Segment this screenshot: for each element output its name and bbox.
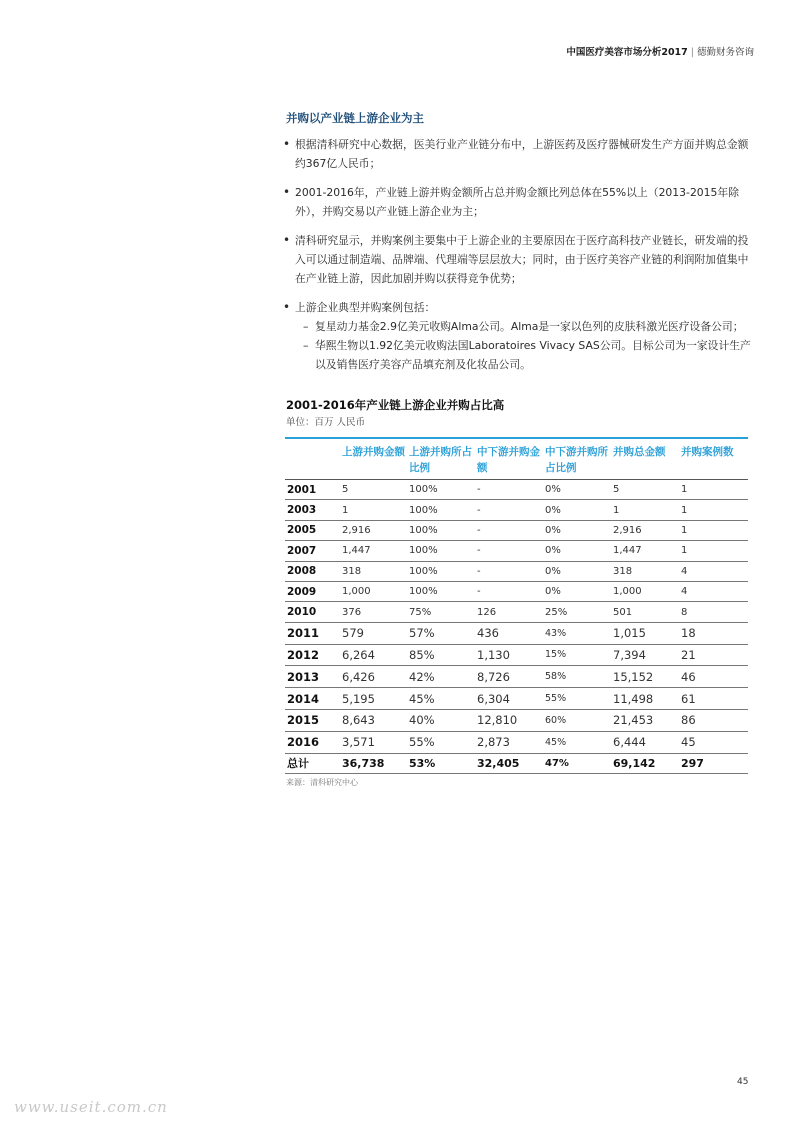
value-cell: 126 — [475, 602, 543, 622]
bullet-marker: • — [283, 233, 291, 247]
year-cell: 2011 — [285, 622, 340, 644]
value-cell: 6,304 — [475, 688, 543, 710]
total-value-cell: 297 — [679, 753, 748, 773]
value-cell: 6,444 — [611, 731, 679, 753]
table-row — [285, 622, 748, 644]
total-value-cell: 69,142 — [611, 753, 679, 773]
page-number: 45 — [737, 1077, 749, 1087]
value-cell: 11,498 — [611, 688, 679, 710]
value-cell: 1 — [611, 500, 679, 520]
value-cell: 0% — [543, 520, 611, 540]
value-cell: 0% — [543, 581, 611, 601]
value-cell: 318 — [340, 561, 407, 581]
bullet-text: 2001-2016年，产业链上游并购金额所占总并购金额比列总体在55%以上（2013-2015年除外），并购交易以产业链上游企业为主； — [295, 186, 740, 218]
value-cell: 100% — [407, 561, 475, 581]
bullet-marker: • — [283, 137, 291, 151]
bullet-marker: • — [283, 300, 291, 314]
value-cell: - — [475, 520, 543, 540]
sub-bullet-marker: – — [303, 320, 309, 333]
bullet-item — [283, 231, 753, 288]
value-cell: 2,916 — [611, 520, 679, 540]
sub-bullet-item — [295, 336, 753, 374]
value-cell: 45% — [543, 731, 611, 753]
bullet-text: 上游企业典型并购案例包括： — [295, 301, 436, 314]
value-cell: 1 — [340, 500, 407, 520]
value-cell: 43% — [543, 622, 611, 644]
value-cell: 0% — [543, 480, 611, 500]
bullet-list — [283, 135, 753, 384]
value-cell: 318 — [611, 561, 679, 581]
table-row — [285, 500, 748, 520]
value-cell: 1,447 — [611, 541, 679, 561]
value-cell: 0% — [543, 561, 611, 581]
year-cell: 2007 — [285, 541, 340, 561]
value-cell: 2,916 — [340, 520, 407, 540]
value-cell: 100% — [407, 480, 475, 500]
table-row — [285, 480, 748, 500]
year-cell: 2005 — [285, 520, 340, 540]
bullet-item — [283, 135, 753, 173]
year-cell: 2003 — [285, 500, 340, 520]
value-cell: 579 — [340, 622, 407, 644]
header-cell: 并购总金额 — [611, 438, 679, 480]
value-cell: 1 — [679, 480, 748, 500]
sub-bullet-text: 复星动力基金2.9亿美元收购Alma公司。Alma是一家以色列的皮肤科激光医疗设备公司； — [315, 320, 744, 333]
value-cell: 45% — [407, 688, 475, 710]
value-cell: 4 — [679, 581, 748, 601]
value-cell: 15% — [543, 644, 611, 666]
value-cell: 0% — [543, 541, 611, 561]
table-row — [285, 541, 748, 561]
table-total-row — [285, 753, 748, 773]
value-cell: 1 — [679, 500, 748, 520]
value-cell: 5 — [340, 480, 407, 500]
page-header — [566, 44, 754, 58]
value-cell: 1 — [679, 541, 748, 561]
value-cell: 4 — [679, 561, 748, 581]
watermark: www.useit.com.cn — [14, 1098, 168, 1116]
value-cell: 40% — [407, 709, 475, 731]
value-cell: 100% — [407, 541, 475, 561]
value-cell: 1,130 — [475, 644, 543, 666]
value-cell: 25% — [543, 602, 611, 622]
value-cell: 61 — [679, 688, 748, 710]
value-cell: 60% — [543, 709, 611, 731]
total-value-cell: 36,738 — [340, 753, 407, 773]
year-cell: 2012 — [285, 644, 340, 666]
value-cell: 6,264 — [340, 644, 407, 666]
value-cell: 1,015 — [611, 622, 679, 644]
value-cell: 100% — [407, 581, 475, 601]
value-cell: 8,726 — [475, 666, 543, 688]
report-title: 中国医疗美容市场分析2017 — [566, 47, 688, 58]
table-row — [285, 731, 748, 753]
value-cell: 7,394 — [611, 644, 679, 666]
total-label-cell: 总计 — [285, 753, 340, 773]
year-cell: 2015 — [285, 709, 340, 731]
value-cell: 3,571 — [340, 731, 407, 753]
header-org: 德勤财务咨询 — [696, 47, 754, 58]
value-cell: 6,426 — [340, 666, 407, 688]
bullet-item — [283, 183, 753, 221]
value-cell: 55% — [407, 731, 475, 753]
table-row — [285, 688, 748, 710]
value-cell: 100% — [407, 520, 475, 540]
value-cell: 1 — [679, 520, 748, 540]
value-cell: 8,643 — [340, 709, 407, 731]
table-title: 2001-2016年产业链上游企业并购占比高 — [286, 398, 505, 412]
value-cell: 501 — [611, 602, 679, 622]
value-cell: 8 — [679, 602, 748, 622]
value-cell: - — [475, 561, 543, 581]
value-cell: 436 — [475, 622, 543, 644]
value-cell: 1,447 — [340, 541, 407, 561]
value-cell: 100% — [407, 500, 475, 520]
value-cell: 21,453 — [611, 709, 679, 731]
bullet-text: 清科研究显示，并购案例主要集中于上游企业的主要原因在于医疗高科技产业链长，研发端的投入可以通过制造端、品牌端、代理端等层层放大；同时，由于医疗美容产业链的利润附加值集中在产业链上游，因此加剧并购以获得竞争优势； — [295, 234, 749, 285]
value-cell: 1,000 — [611, 581, 679, 601]
table-row — [285, 666, 748, 688]
table-row — [285, 644, 748, 666]
year-cell: 2001 — [285, 480, 340, 500]
header-cell: 中下游并购金额 — [475, 438, 543, 480]
year-cell: 2009 — [285, 581, 340, 601]
value-cell: - — [475, 541, 543, 561]
value-cell: 75% — [407, 602, 475, 622]
value-cell: 15,152 — [611, 666, 679, 688]
value-cell: 0% — [543, 500, 611, 520]
year-cell: 2013 — [285, 666, 340, 688]
source-note: 来源：清科研究中心 — [286, 778, 358, 787]
total-value-cell: 53% — [407, 753, 475, 773]
value-cell: 376 — [340, 602, 407, 622]
bullet-item — [283, 298, 753, 374]
total-value-cell: 32,405 — [475, 753, 543, 773]
value-cell: 86 — [679, 709, 748, 731]
value-cell: 45 — [679, 731, 748, 753]
header-cell: 上游并购金额 — [340, 438, 407, 480]
value-cell: 1,000 — [340, 581, 407, 601]
table-row — [285, 520, 748, 540]
value-cell: - — [475, 480, 543, 500]
sub-bullet-text: 华熙生物以1.92亿美元收购法国Laboratoires Vivacy SAS公司。目标公司为一家设计生产以及销售医疗美容产品填充剂及化妆品公司。 — [315, 339, 751, 371]
bullet-marker: • — [283, 185, 291, 199]
header-cell: 并购案例数 — [679, 438, 748, 480]
value-cell: 21 — [679, 644, 748, 666]
year-cell: 2010 — [285, 602, 340, 622]
ma-table — [285, 437, 748, 774]
value-cell: 46 — [679, 666, 748, 688]
table-body — [285, 480, 748, 774]
header-separator: | — [690, 47, 694, 58]
table-header-row — [285, 438, 748, 480]
header-cell: 上游并购所占比例 — [407, 438, 475, 480]
bullet-text: 根据清科研究中心数据，医美行业产业链分布中，上游医药及医疗器械研发生产方面并购总金额约367亿人民币； — [295, 138, 749, 170]
value-cell: 12,810 — [475, 709, 543, 731]
section-title: 并购以产业链上游企业为主 — [286, 111, 424, 125]
table-row — [285, 581, 748, 601]
value-cell: 58% — [543, 666, 611, 688]
value-cell: 55% — [543, 688, 611, 710]
table-row — [285, 602, 748, 622]
value-cell: 85% — [407, 644, 475, 666]
header-cell — [285, 438, 340, 480]
sub-bullet-item — [295, 317, 753, 336]
value-cell: 5 — [611, 480, 679, 500]
total-value-cell: 47% — [543, 753, 611, 773]
year-cell: 2016 — [285, 731, 340, 753]
table-unit: 单位：百万 人民币 — [286, 417, 366, 428]
value-cell: 42% — [407, 666, 475, 688]
table-row — [285, 709, 748, 731]
value-cell: 5,195 — [340, 688, 407, 710]
value-cell: - — [475, 500, 543, 520]
value-cell: 57% — [407, 622, 475, 644]
value-cell: 18 — [679, 622, 748, 644]
year-cell: 2014 — [285, 688, 340, 710]
value-cell: 2,873 — [475, 731, 543, 753]
sub-bullet-marker: – — [303, 339, 309, 352]
value-cell: - — [475, 581, 543, 601]
header-cell: 中下游并购所占比例 — [543, 438, 611, 480]
table-row — [285, 561, 748, 581]
year-cell: 2008 — [285, 561, 340, 581]
